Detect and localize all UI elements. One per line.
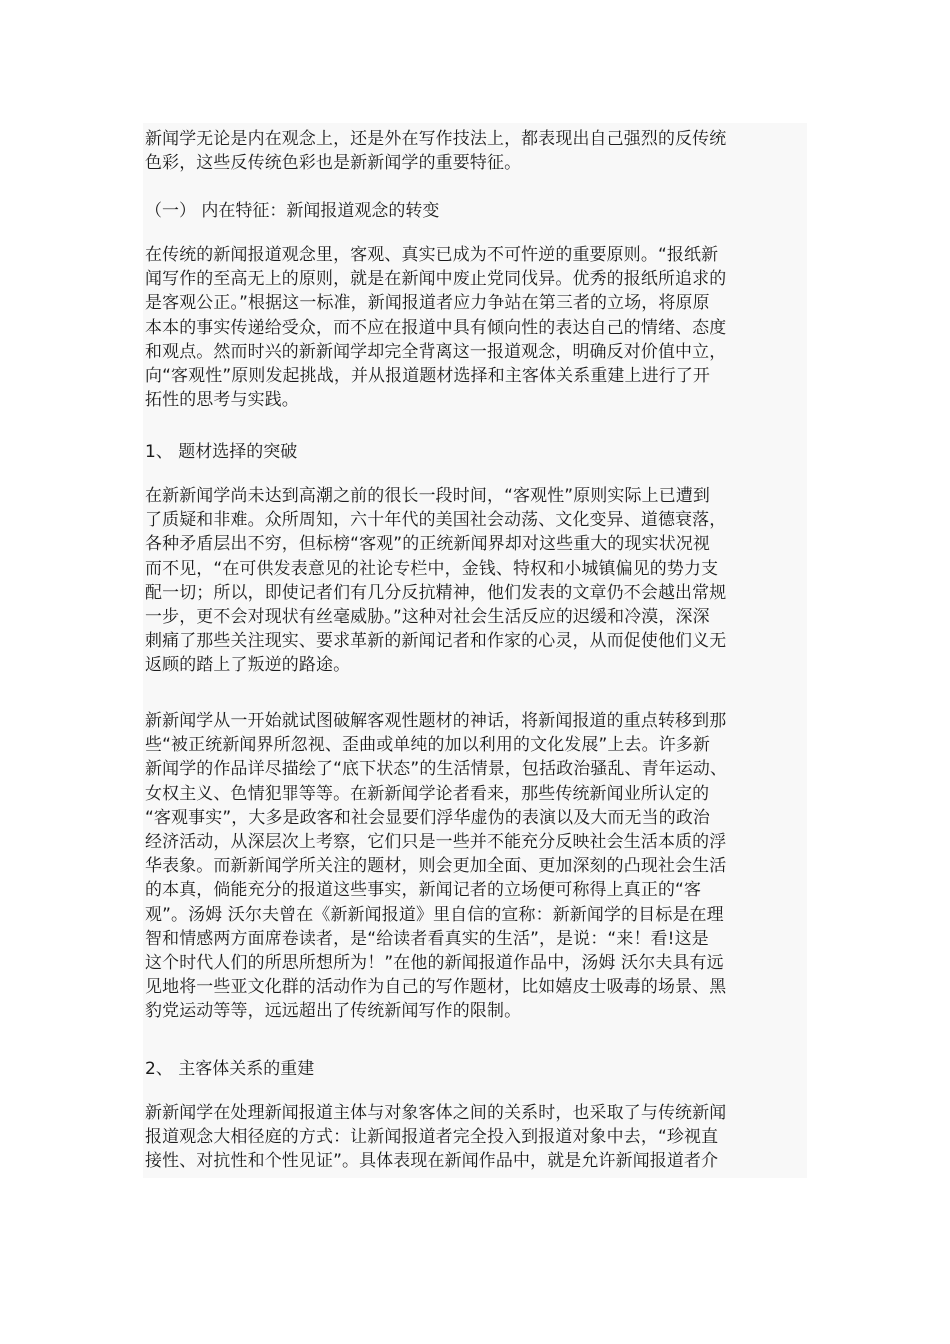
- text-line: “客观事实”，大多是政客和社会显要们浮华虚伪的表演以及大而无当的政治: [145, 807, 711, 828]
- text-line: 豹党运动等等，远远超出了传统新闻写作的限制。: [145, 1001, 522, 1022]
- text-line: 在新新闻学尚未达到高潮之前的很长一段时间，“客观性”原则实际上已遭到: [145, 486, 711, 506]
- text-line: 华表象。而新新闻学所关注的题材，则会更加全面、更加深刻的凸现社会生活: [145, 856, 727, 877]
- text-line: 向“客观性”原则发起挑战，并从报道题材选择和主客体关系重建上进行了开: [145, 366, 711, 387]
- text-line: 返顾的踏上了叛逆的路途。: [145, 655, 351, 676]
- paragraph-3: [145, 709, 807, 1024]
- text-line: 一步，更不会对现状有丝毫威胁。”这种对社会生活反应的迟缓和冷漠，深深: [145, 607, 710, 628]
- text-line: 刺痛了那些关注现实、要求革新的新闻记者和作家的心灵，从而促使他们义无: [145, 631, 727, 652]
- sub-heading-1: 1、 题材选择的突破: [145, 442, 298, 462]
- text-line: 新闻学无论是内在观念上，还是外在写作技法上，都表现出自己强烈的反传统: [145, 129, 727, 149]
- text-line: 这个时代人们的所思所想所为！”在他的新闻报道作品中，汤姆 沃尔夫具有远: [145, 953, 724, 974]
- text-line: 新新闻学在处理新闻报道主体与对象客体之间的关系时，也采取了与传统新闻: [145, 1103, 727, 1123]
- text-line: 而不见，“在可供发表意见的社论专栏中，金钱、特权和小城镇偏见的势力支: [145, 558, 719, 579]
- text-line: 拓性的思考与实践。: [145, 390, 299, 411]
- paragraph-4: [145, 1101, 807, 1174]
- text-line: 了质疑和非难。众所周知，六十年代的美国社会动荡、文化变异、道德衰落，: [145, 510, 727, 531]
- text-line: 见地将一些亚文化群的活动作为自己的写作题材，比如嬉皮士吸毒的场景、黑: [145, 977, 727, 998]
- text-line: 报道观念大相径庭的方式：让新闻报道者完全投入到报道对象中去，“珍视直: [145, 1127, 719, 1148]
- text-line: 和观点。然而时兴的新新闻学却完全背离这一报道观念，明确反对价值中立，: [145, 341, 727, 362]
- text-line: 各种矛盾层出不穷，但标榜“客观”的正统新闻界却对这些重大的现实状况视: [145, 534, 711, 555]
- text-line: 新新闻学从一开始就试图破解客观性题材的神话，将新闻报道的重点转移到那: [145, 711, 727, 731]
- text-line: 经济活动，从深层次上考察，它们只是一些并不能充分反映社会生活本质的浮: [145, 832, 727, 853]
- text-line: 的本真，倘能充分的报道这些事实，新闻记者的立场便可称得上真正的“客: [145, 880, 702, 901]
- text-line: 是客观公正。”根据这一标准，新闻报道者应力争站在第三者的立场，将原原: [145, 293, 710, 314]
- section-heading: （一） 内在特征：新闻报道观念的转变: [145, 201, 440, 221]
- text-line: 色彩，这些反传统色彩也是新新闻学的重要特征。: [145, 153, 522, 174]
- text-line: 些“被正统新闻界所忽视、歪曲或单纯的加以利用的文化发展”上去。许多新: [145, 735, 711, 756]
- sub-heading-2: 2、 主客体关系的重建: [145, 1059, 315, 1079]
- paragraph-2: [145, 484, 807, 678]
- text-line: 女权主义、色情犯罪等等。在新新闻学论者看来，那些传统新闻业所认定的: [145, 783, 710, 804]
- text-line: 在传统的新闻报道观念里，客观、真实已成为不可忤逆的重要原则。“报纸新: [145, 245, 719, 265]
- paragraph-1: [145, 243, 807, 412]
- text-line: 新闻学的作品详尽描绘了“底下状态”的生活情景，包括政治骚乱、青年运动、: [145, 759, 728, 780]
- text-line: 闻写作的至高无上的原则，就是在新闻中废止党同伐异。优秀的报纸所追求的: [145, 269, 727, 290]
- text-line: 智和情感两方面席卷读者，是“给读者看真实的生活”，是说：“来！看!这是: [145, 928, 709, 949]
- text-line: 本本的事实传递给受众，而不应在报道中具有倾向性的表达自己的情绪、态度: [145, 317, 727, 338]
- intro-paragraph: [145, 127, 807, 175]
- text-line: 配一切；所以，即使记者们有几分反抗精神，他们发表的文章仍不会越出常规: [145, 582, 727, 603]
- text-block: [143, 123, 807, 1178]
- text-line: 观”。汤姆 沃尔夫曾在《新新闻报道》里自信的宣称：新新闻学的目标是在理: [145, 904, 724, 925]
- text-line: 接性、对抗性和个性见证”。具体表现在新闻作品中，就是允许新闻报道者介: [145, 1151, 719, 1172]
